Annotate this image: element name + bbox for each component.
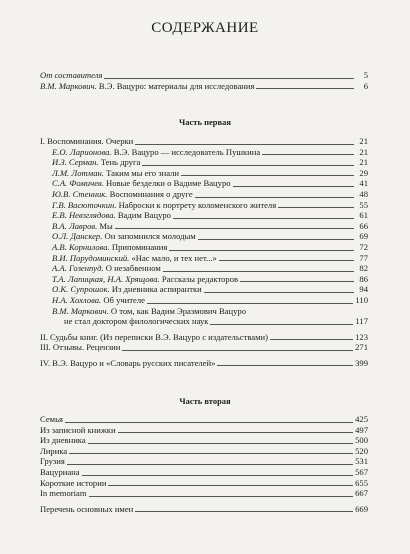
leader-line	[135, 144, 354, 145]
toc-entry-title	[40, 221, 113, 232]
toc-entry-title	[40, 178, 231, 189]
toc-entry-text: О незабвенном	[103, 263, 161, 274]
leader-line	[256, 88, 354, 89]
toc-entry	[40, 332, 368, 343]
toc-entry	[40, 284, 368, 295]
toc-entry-title	[40, 342, 120, 353]
toc-entry-page: 667	[355, 488, 368, 499]
toc-entry-title	[40, 306, 246, 317]
toc-entry-page: 21	[359, 157, 368, 168]
toc-entry-page: 123	[355, 331, 368, 342]
toc-entry-title	[40, 425, 116, 436]
toc-entry-author: Ю.В. Стенник.	[52, 188, 108, 199]
leader-line	[67, 464, 353, 465]
toc-entry-title	[40, 332, 268, 343]
toc-entry	[40, 147, 368, 158]
toc-entry-title	[40, 295, 145, 306]
leader-line	[147, 303, 353, 304]
toc-entry-text: Воспоминания о друге	[107, 188, 193, 199]
leader-line	[82, 475, 354, 476]
toc-entry-text: Грузия	[40, 456, 65, 467]
toc-entry-title	[40, 316, 208, 327]
toc-entry	[40, 274, 368, 285]
toc-entry-author: Л.М. Лотман.	[52, 167, 104, 178]
toc-entry	[40, 263, 368, 274]
toc-entry	[40, 504, 368, 515]
toc-entry-author: И.З. Серман.	[52, 157, 99, 168]
toc-entry-page: 567	[355, 466, 368, 477]
toc-entry-title	[40, 456, 65, 467]
toc-entry-page: 69	[359, 231, 368, 242]
leader-line	[198, 239, 354, 240]
toc-entry	[40, 221, 368, 232]
toc-entry-title	[40, 467, 80, 478]
toc-entry-title	[40, 284, 202, 295]
leader-line	[169, 250, 354, 251]
toc-entry-text: В.Э. Вацуро: материалы для исследования	[96, 80, 255, 91]
toc-entry	[40, 456, 368, 467]
toc-entry-author: В.М. Маркович.	[52, 305, 109, 316]
page-title: СОДЕРЖАНИЕ	[151, 20, 259, 36]
toc-entry-author: В.М. Маркович.	[40, 80, 97, 91]
toc-entry-text: Вадим Вацуро	[115, 210, 171, 221]
toc-entry	[40, 81, 368, 92]
leader-line	[278, 207, 354, 208]
toc-entry-text: Об учителе	[101, 294, 145, 305]
toc-entry-page: 500	[355, 435, 368, 446]
toc-entry-title	[40, 168, 179, 179]
toc-entry-title	[40, 189, 193, 200]
toc-entry-title	[40, 136, 133, 147]
toc-entry-page: 66	[359, 220, 368, 231]
toc-entry	[40, 210, 368, 221]
toc-entry-text: Наброски к портрету коломенского жителя	[116, 199, 277, 210]
toc-entry-page: 271	[355, 342, 368, 353]
leader-line	[108, 485, 353, 486]
toc-entry-page: 399	[355, 357, 368, 368]
toc-entry	[40, 136, 368, 147]
toc-entry-title	[40, 157, 140, 168]
toc-entry-page: 61	[359, 210, 368, 221]
toc-entry	[40, 342, 368, 353]
toc-entry-page: 55	[359, 199, 368, 210]
toc-entry-author: Е.В. Невзглядова.	[52, 210, 116, 221]
toc-entry-text: Тень друга	[98, 157, 141, 168]
toc-entry-text: Мы	[97, 220, 113, 231]
toc-entry-page: 5	[363, 70, 368, 80]
toc-entry	[40, 178, 368, 189]
toc-entry-text: «Нас мало, и тех нет...»	[129, 252, 217, 263]
toc-entry-text: II. Судьбы книг. (Из переписки В.Э. Вацуро с издательствами)	[40, 331, 268, 342]
toc-entry	[40, 168, 368, 179]
toc-entry-title	[40, 478, 106, 489]
toc-entry-text: In memoriam	[40, 488, 87, 499]
toc-entry-text: Из дневника аспирантки	[109, 284, 202, 295]
toc-entry-page: 6	[363, 80, 368, 91]
toc-entry-page: 86	[359, 273, 368, 284]
toc-entry	[40, 425, 368, 436]
toc-entry-page: 77	[359, 252, 368, 263]
part1-section	[40, 136, 368, 368]
toc-entry-text: III. Отзывы. Рецензии	[40, 342, 121, 353]
toc-entry-text: Новые безделки о Вадиме Вацуро	[103, 178, 231, 189]
toc-entry-page: 117	[355, 316, 368, 327]
toc-entry	[40, 200, 368, 211]
leader-line	[195, 197, 354, 198]
leader-line	[69, 453, 353, 454]
toc-entry-title	[40, 414, 63, 425]
toc-entry-title	[40, 435, 86, 446]
toc-entry-title	[40, 231, 196, 242]
toc-entry-title	[40, 488, 87, 499]
leader-line	[204, 292, 354, 293]
toc-entry-author: Т.А. Лапицкая, Н.А. Хрящова.	[52, 273, 160, 284]
toc-entry-text: Короткие истории	[40, 477, 107, 488]
toc-entry-title	[40, 504, 133, 515]
toc-entry-text: В.Э. Вацуро — исследователь Пушкина	[111, 146, 261, 157]
toc-entry-text: Из записной книжки	[40, 424, 116, 435]
toc-entry-title	[40, 210, 171, 221]
part2-section	[40, 414, 368, 514]
leader-line	[142, 165, 354, 166]
toc-entry-text: Рассказы редакторов	[159, 273, 239, 284]
toc-entry-author: А.А. Гозенпуд.	[52, 263, 104, 274]
toc-entry-title	[40, 70, 102, 81]
toc-entry-text: Семья	[40, 414, 63, 424]
part2-heading: Часть вторая	[179, 396, 231, 406]
toc-entry	[40, 446, 368, 457]
toc-entry	[40, 70, 368, 81]
leader-line	[118, 432, 354, 433]
toc-entry-author: А.В. Корнилова.	[52, 241, 110, 252]
toc-entry	[40, 478, 368, 489]
toc-entry	[40, 253, 368, 264]
toc-entry	[40, 414, 368, 425]
leader-line	[122, 350, 353, 351]
toc-entry-text: Вацуриана	[40, 466, 80, 477]
toc-entry-text: Таким мы его знали	[103, 167, 180, 178]
toc-entry-text: Из дневника	[40, 435, 86, 446]
leader-line	[104, 78, 354, 79]
toc-entry-title	[40, 242, 167, 253]
toc-entry	[40, 231, 368, 242]
toc-entry-page: 41	[359, 178, 368, 189]
leader-line	[233, 186, 354, 187]
intro-section	[40, 70, 368, 91]
toc-entry-author: От составителя	[40, 70, 103, 80]
leader-line	[88, 443, 353, 444]
toc-entry-text: IV. В.Э. Вацуро и «Словарь русских писателей»	[40, 357, 216, 368]
toc-entry-page: 48	[359, 188, 368, 199]
toc-entry-page: 520	[355, 445, 368, 456]
leader-line	[262, 154, 354, 155]
toc-entry-title	[40, 253, 217, 264]
toc-entry-page: 94	[359, 284, 368, 295]
toc-entry-page: 72	[359, 241, 368, 252]
toc-entry-page: 669	[355, 503, 368, 514]
leader-line	[135, 511, 353, 512]
toc-entry-page: 110	[355, 294, 368, 305]
toc-entry	[40, 358, 368, 369]
leader-line	[240, 281, 354, 282]
toc-entry-author: О.Л. Данскер.	[52, 231, 103, 242]
toc-entry-page: 29	[359, 167, 368, 178]
toc-entry-author: В.А. Лавров.	[52, 220, 98, 231]
leader-line	[219, 260, 354, 261]
toc-entry-text: О том, как Вадим Эразмович Вацуро	[108, 305, 247, 316]
toc-entry-page: 82	[359, 263, 368, 274]
leader-line	[173, 218, 354, 219]
leader-line	[217, 365, 353, 366]
toc-entry-page: 531	[355, 456, 368, 467]
toc-entry-title	[40, 446, 67, 457]
toc-entry-page: 655	[355, 477, 368, 488]
toc-entry-author: О.К. Супрошок.	[52, 284, 110, 295]
toc-entry-title	[40, 200, 276, 211]
toc-entry-text: Припоминания	[109, 241, 168, 252]
leader-line	[65, 422, 353, 423]
toc-entry	[40, 488, 368, 499]
toc-entry	[40, 316, 368, 327]
toc-entry	[40, 157, 368, 168]
toc-entry-title	[40, 81, 254, 92]
leader-line	[181, 175, 354, 176]
toc-entry-page: 425	[355, 414, 368, 424]
part1-heading: Часть первая	[179, 117, 231, 127]
leader-line	[270, 339, 353, 340]
toc-entry	[40, 435, 368, 446]
toc-entry-title	[40, 358, 215, 369]
toc-entry-page: 497	[355, 424, 368, 435]
leader-line	[163, 271, 354, 272]
toc-entry-title	[40, 274, 238, 285]
toc-entry	[40, 242, 368, 253]
toc-entry-text: Лирика	[40, 445, 68, 456]
toc-entry-text: не стал доктором филологических наук	[64, 316, 209, 327]
leader-line	[115, 228, 354, 229]
toc-entry-title	[40, 263, 161, 274]
leader-line	[210, 324, 353, 325]
toc-entry-author: Г.В. Васюточкин.	[52, 199, 117, 210]
leader-line	[89, 496, 354, 497]
toc-entry-author: Е.О. Ларионова.	[52, 146, 112, 157]
toc-entry-title	[40, 147, 260, 158]
toc-entry	[40, 295, 368, 306]
toc-entry	[40, 189, 368, 200]
toc-entry-author: В.И. Порудоминский.	[52, 252, 130, 263]
toc-entry	[40, 306, 368, 317]
toc-entry-text: Он запомнился молодым	[102, 231, 196, 242]
toc-entry-page: 21	[359, 146, 368, 157]
toc-entry-text: Перечень основных имен	[40, 503, 134, 514]
toc-entry-text: I. Воспоминания. Очерки	[40, 136, 134, 146]
toc-entry-author: Н.А. Хохлова.	[52, 294, 102, 305]
toc-entry-page: 21	[359, 136, 368, 146]
toc-entry-author: С.А. Фомичев.	[52, 178, 104, 189]
toc-entry	[40, 467, 368, 478]
